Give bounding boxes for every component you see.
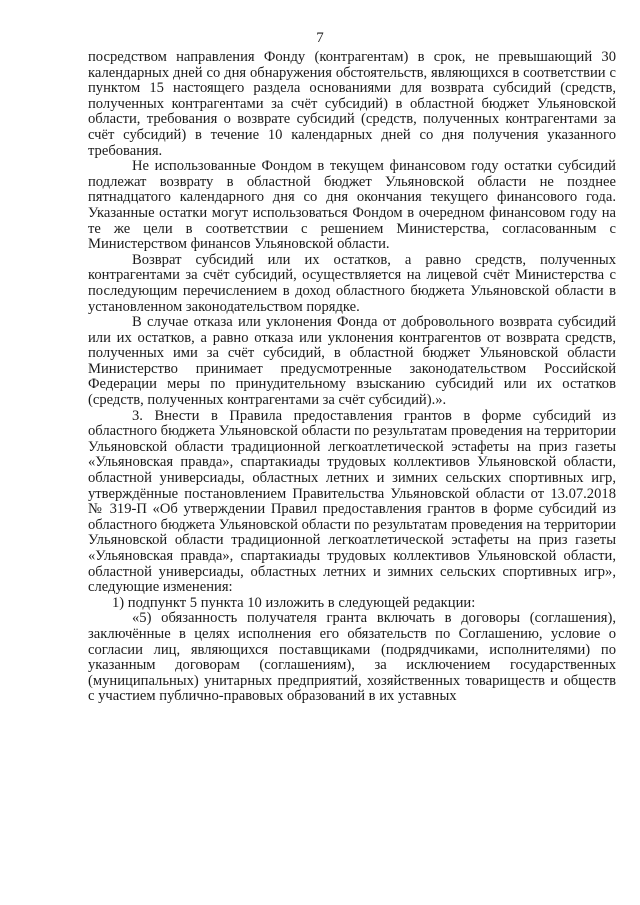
paragraph-refusal: В случае отказа или уклонения Фонда от добровольного возврата субсидий или их остатков, а равно отказа или уклонения контрагентов от возврата средств, полученных ими за счёт субсидий, в областной бюджет Ульяновской области Министерство принимает предусмотренные законодательством Российской Федерации меры по принудительному взысканию субсидий или их остатков (средств, полученных контрагентами за счёт субсидий).». xyxy=(88,314,616,409)
paragraph-continuation: посредством направления Фонду (контрагентам) в срок, не превышающий 30 календарных дней со дня обнаружения обстоятельств, являющихся в соответствии с пунктом 15 настоящего раздела основаниями для возврата субсидий (средств, полученных контрагентами за счёт субсидий) в областной бюджет Ульяновской области, требования о возврате субсидий (средств, полученных контрагентами за счёт субсидий) в течение 10 календарных дней со дня получения указанного требования. xyxy=(88,49,616,159)
paragraph-unused-balances: Не использованные Фондом в текущем финансовом году остатки субсидий подлежат возврату в областной бюджет Ульяновской области не позднее пятнадцатого календарного дня со дня окончания текущего финансового года. Указанные остатки могут использоваться Фондом в очередном финансовом году на те же цели в соответствии с решением Министерства, согласованным с Министерством финансов Ульяновской области. xyxy=(88,158,616,253)
paragraph-subitem-1: 1) подпункт 5 пункта 10 изложить в следующей редакции: xyxy=(112,594,476,611)
paragraph-refund: Возврат субсидий или их остатков, а равно средств, полученных контрагентами за счёт субсидий, осуществляется на лицевой счёт Министерства с последующим перечислением в доход областного бюджета Ульяновской области в установленном законодательством порядке. xyxy=(88,251,616,315)
paragraph-quoted-item-5: «5) обязанность получателя гранта включать в договоры (соглашения), заключённые в целях исполнения его обязательств по Соглашению, условие о согласии лиц, являющихся поставщиками (подрядчиками, исполнителями) по указанным договорам (соглашениям), за исключением государственных (муниципальных) унитарных предприятий, хозяйственных товариществ и обществ с участием публично-правовых образований в их уставных xyxy=(88,610,616,705)
paragraph-item-3: 3. Внести в Правила предоставления грантов в форме субсидий из областного бюджета Ульяновской области по результатам проведения на территории Ульяновской области традиционной легкоатлетической эстафеты на приз газеты «Ульяновская правда», спартакиады трудовых коллективов Ульяновской области, областной универсиады, областных летних и зимних сельских спортивных игр, утверждённые постановлением Правительства Ульяновской области от 13.07.2018 № 319-П «Об утверждении Правил предоставления грантов в форме субсидий из областного бюджета Ульяновской области по результатам проведения на территории Ульяновской области традиционной легкоатлетической эстафеты на приз газеты «Ульяновская правда», спартакиады трудовых коллективов Ульяновской области, областной универсиады, областных летних и зимних сельских спортивных игр», следующие изменения: xyxy=(88,407,616,596)
document-body xyxy=(88,50,616,705)
page-number: 7 xyxy=(316,30,324,46)
